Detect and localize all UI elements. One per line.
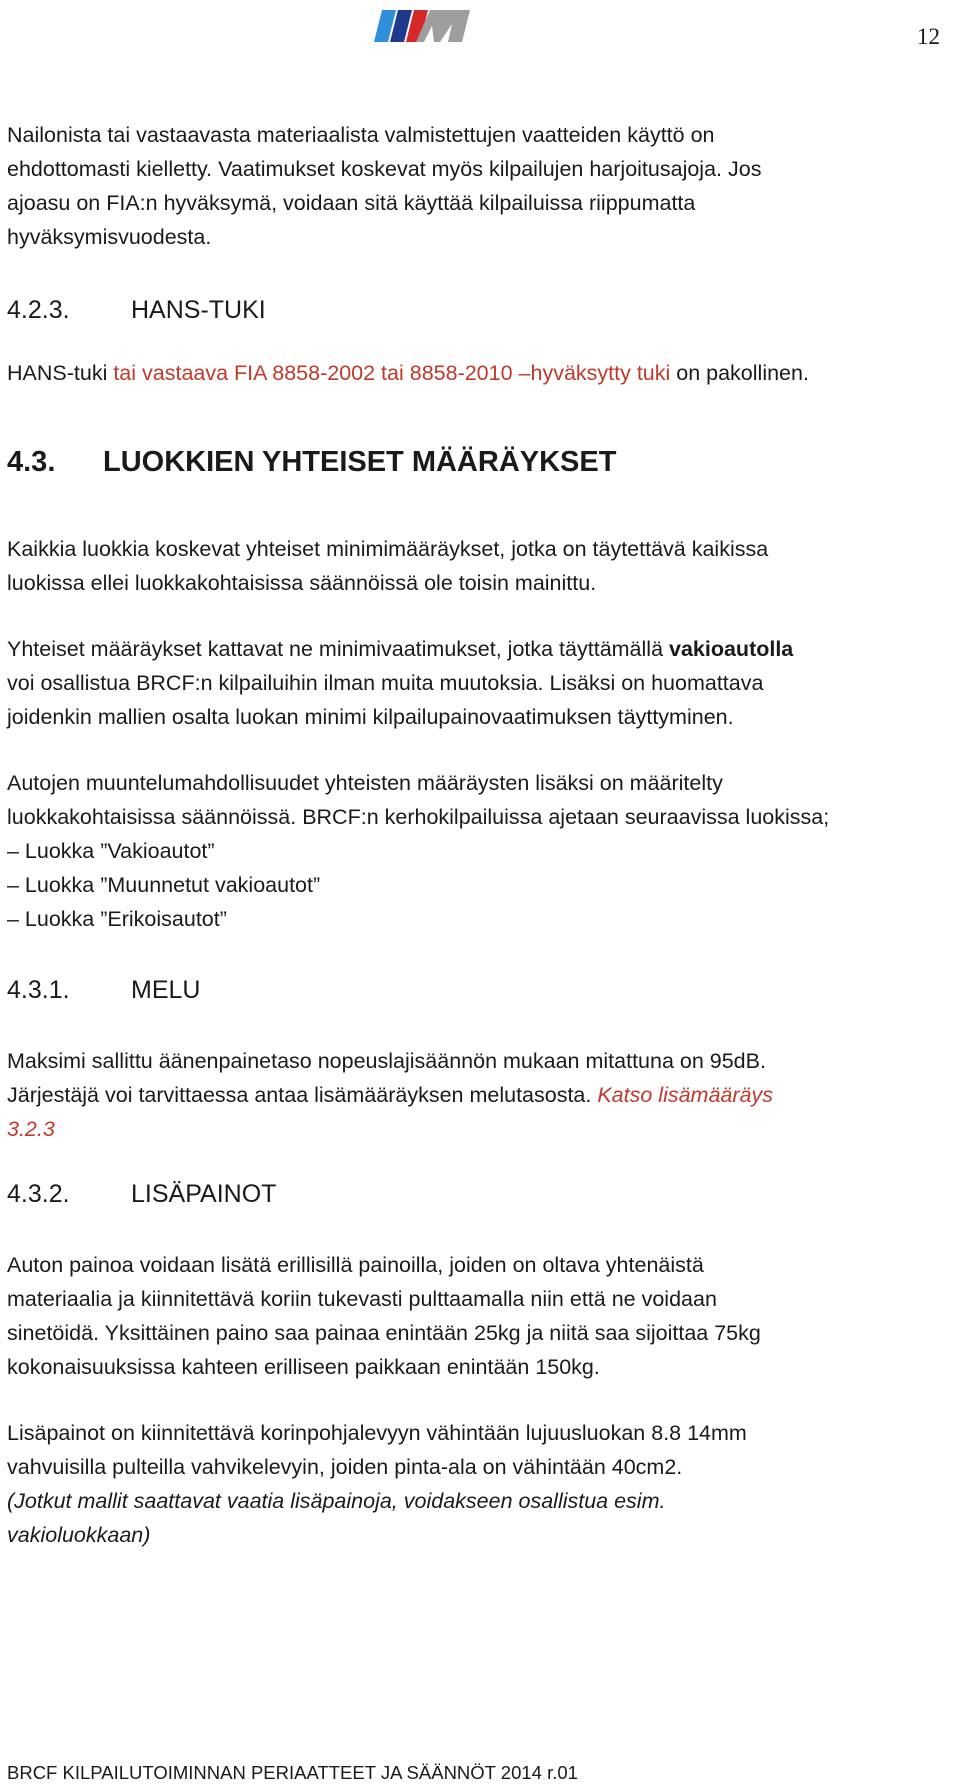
section-heading-4-3-2 xyxy=(7,1180,276,1209)
reference-link-text: Katso lisämääräys xyxy=(597,1083,773,1107)
intro-paragraph xyxy=(7,118,957,254)
section-heading-4-2-3 xyxy=(7,296,266,325)
intro-line: ajoasu on FIA:n hyväksymä, voidaan sitä käyttää kilpailuissa riippumatta xyxy=(7,191,696,215)
text-line: joidenkin mallien osalta luokan minimi kilpailupainovaatimuksen täyttyminen. xyxy=(7,705,734,729)
bold-text: vakioautolla xyxy=(669,637,794,661)
classes-paragraph-1 xyxy=(7,532,957,600)
italic-note-line: (Jotkut mallit saattavat vaatia lisäpainoja, voidakseen osallistua esim. xyxy=(7,1489,666,1513)
section-number: 4.3.2. xyxy=(7,1180,70,1208)
class-list-item: – Luokka ”Muunnetut vakioautot” xyxy=(7,873,321,897)
intro-line: Nailonista tai vastaavasta materiaalista valmistettujen vaatteiden käyttö on xyxy=(7,123,715,147)
section-heading-4-3 xyxy=(7,446,616,479)
text-line: vahvuisilla pulteilla vahvikelevyin, joiden pinta-ala on vähintään 40cm2. xyxy=(7,1455,683,1479)
text-line: Kaikkia luokkia koskevat yhteiset minimimääräykset, jotka on täytettävä kaikissa xyxy=(7,537,769,561)
class-list-item: – Luokka ”Vakioautot” xyxy=(7,839,215,863)
text-line: voi osallistua BRCF:n kilpailuihin ilman muita muutoksia. Lisäksi on huomattava xyxy=(7,671,764,695)
text-span: Yhteiset määräykset kattavat ne minimivaatimukset, jotka täyttämällä xyxy=(7,637,669,661)
hans-paragraph xyxy=(7,356,957,390)
section-number: 4.3. xyxy=(7,446,56,478)
text-line: Lisäpainot on kiinnitettävä korinpohjalevyyn vähintään lujuusluokan 8.8 14mm xyxy=(7,1421,747,1445)
text-line xyxy=(7,1078,957,1112)
bmw-m-logo-icon xyxy=(372,6,472,46)
text-line: kokonaisuuksissa kahteen erilliseen paikkaan enintään 150kg. xyxy=(7,1355,600,1379)
section-number: 4.2.3. xyxy=(7,296,70,324)
text-line: Auton painoa voidaan lisätä erillisillä painoilla, joiden on oltava yhtenäistä xyxy=(7,1253,704,1277)
italic-note-line: vakioluokkaan) xyxy=(7,1523,151,1547)
text-line: luokkakohtaisissa säännöissä. BRCF:n kerhokilpailuissa ajetaan seuraavissa luokissa; xyxy=(7,805,830,829)
section-title: LISÄPAINOT xyxy=(131,1180,277,1208)
intro-line: hyväksymisvuodesta. xyxy=(7,225,212,249)
section-number: 4.3.1. xyxy=(7,976,70,1004)
text-line: sinetöidä. Yksittäinen paino saa painaa enintään 25kg ja niitä saa sijoittaa 75kg xyxy=(7,1321,761,1345)
text-line: Maksimi sallittu äänenpainetaso nopeuslajisäännön mukaan mitattuna on 95dB. xyxy=(7,1049,766,1073)
page-number: 12 xyxy=(917,24,940,49)
intro-line: ehdottomasti kielletty. Vaatimukset koskevat myös kilpailujen harjoitusajoja. Jos xyxy=(7,157,762,181)
section-title: LUOKKIEN YHTEISET MÄÄRÄYKSET xyxy=(103,446,617,478)
classes-paragraph-3 xyxy=(7,766,957,936)
section-title: HANS-TUKI xyxy=(131,296,266,324)
hans-red-text: tai vastaava FIA 8858-2002 tai 8858-2010 –hyväksytty tuki xyxy=(113,361,671,385)
text-line: luokissa ellei luokkakohtaisissa säännöissä ole toisin mainittu. xyxy=(7,571,597,595)
page-footer: BRCF KILPAILUTOIMINNAN PERIAATTEET JA SÄÄNNÖT 2014 r.01 xyxy=(7,1762,578,1783)
text-line: Autojen muuntelumahdollisuudet yhteisten määräysten lisäksi on määritelty xyxy=(7,771,723,795)
hans-text-end: on pakollinen. xyxy=(670,361,809,385)
noise-paragraph xyxy=(7,1044,957,1146)
text-span: Järjestäjä voi tarvittaessa antaa lisämääräyksen melutasosta. xyxy=(7,1083,598,1107)
reference-number: 3.2.3 xyxy=(7,1117,55,1141)
section-heading-4-3-1 xyxy=(7,976,200,1005)
classes-paragraph-2 xyxy=(7,632,957,734)
text-line xyxy=(7,632,957,666)
text-line: materiaalia ja kiinnitettävä koriin tukevasti pulttaamalla niin että ne voidaan xyxy=(7,1287,717,1311)
weights-paragraph-1 xyxy=(7,1248,957,1384)
class-list-item: – Luokka ”Erikoisautot” xyxy=(7,907,227,931)
weights-paragraph-2 xyxy=(7,1416,957,1552)
section-title: MELU xyxy=(131,976,201,1004)
hans-text: HANS-tuki xyxy=(7,361,114,385)
